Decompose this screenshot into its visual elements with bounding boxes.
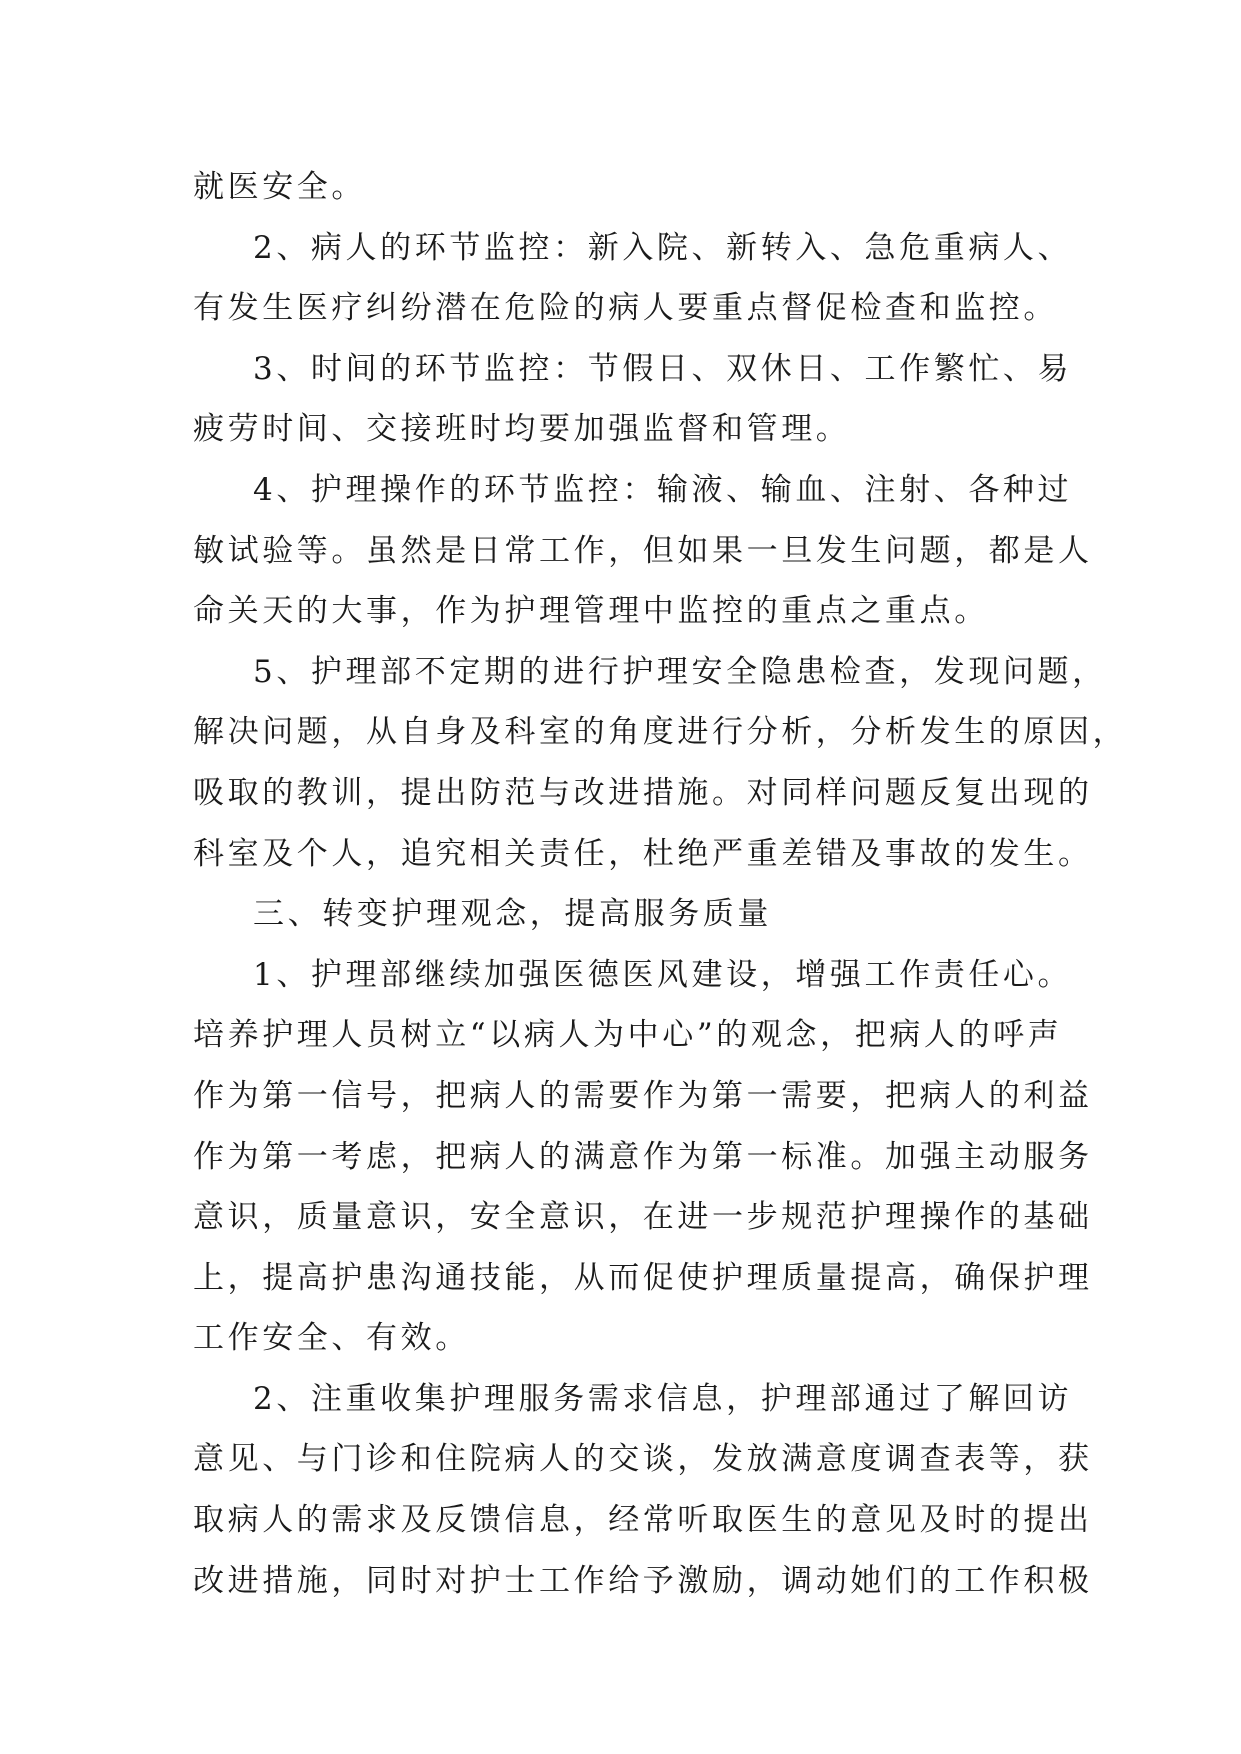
text-line: 工作安全、有效。 (193, 1320, 470, 1357)
text-line: 敏试验等。虽然是日常工作，但如果一旦发生问题，都是人 (193, 532, 1093, 569)
text-line: 3、时间的环节监控：节假日、双休日、工作繁忙、易 (253, 350, 1073, 387)
text-line: 意识，质量意识，安全意识，在进一步规范护理操作的基础 (193, 1199, 1093, 1236)
text-line: 解决问题，从自身及科室的角度进行分析，分析发生的原因， (193, 714, 1128, 751)
text-line: 4、护理操作的环节监控：输液、输血、注射、各种过 (253, 471, 1073, 508)
text-line: 2、注重收集护理服务需求信息，护理部通过了解回访 (253, 1380, 1073, 1417)
text-line: 2、病人的环节监控：新入院、新转入、急危重病人、 (253, 229, 1073, 266)
text-line: 疲劳时间、交接班时均要加强监督和管理。 (193, 411, 851, 448)
text-line: 吸取的教训，提出防范与改进措施。对同样问题反复出现的 (193, 774, 1093, 811)
text-line: 改进措施，同时对护士工作给予激励，调动她们的工作积极 (193, 1562, 1093, 1599)
text-line: 取病人的需求及反馈信息，经常听取医生的意见及时的提出 (193, 1502, 1093, 1539)
text-line: 5、护理部不定期的进行护理安全隐患检查，发现问题， (253, 653, 1107, 690)
text-line: 培养护理人员树立“以病人为中心”的观念，把病人的呼声 (193, 1017, 1063, 1054)
text-line: 有发生医疗纠纷潜在危险的病人要重点督促检查和监控。 (193, 290, 1058, 327)
text-line: 上，提高护患沟通技能，从而促使护理质量提高，确保护理 (193, 1259, 1093, 1296)
text-line: 意见、与门诊和住院病人的交谈，发放满意度调查表等，获 (193, 1441, 1093, 1478)
text-line: 作为第一信号，把病人的需要作为第一需要，把病人的利益 (193, 1077, 1093, 1114)
text-line: 命关天的大事，作为护理管理中监控的重点之重点。 (193, 593, 989, 630)
text-line: 1、护理部继续加强医德医风建设，增强工作责任心。 (253, 956, 1073, 993)
text-line: 三、转变护理观念，提高服务质量 (253, 896, 772, 933)
text-line: 作为第一考虑，把病人的满意作为第一标准。加强主动服务 (193, 1138, 1093, 1175)
text-line: 科室及个人，追究相关责任，杜绝严重差错及事故的发生。 (193, 835, 1093, 872)
document-body (193, 157, 1128, 1611)
text-line: 就医安全。 (193, 169, 366, 205)
